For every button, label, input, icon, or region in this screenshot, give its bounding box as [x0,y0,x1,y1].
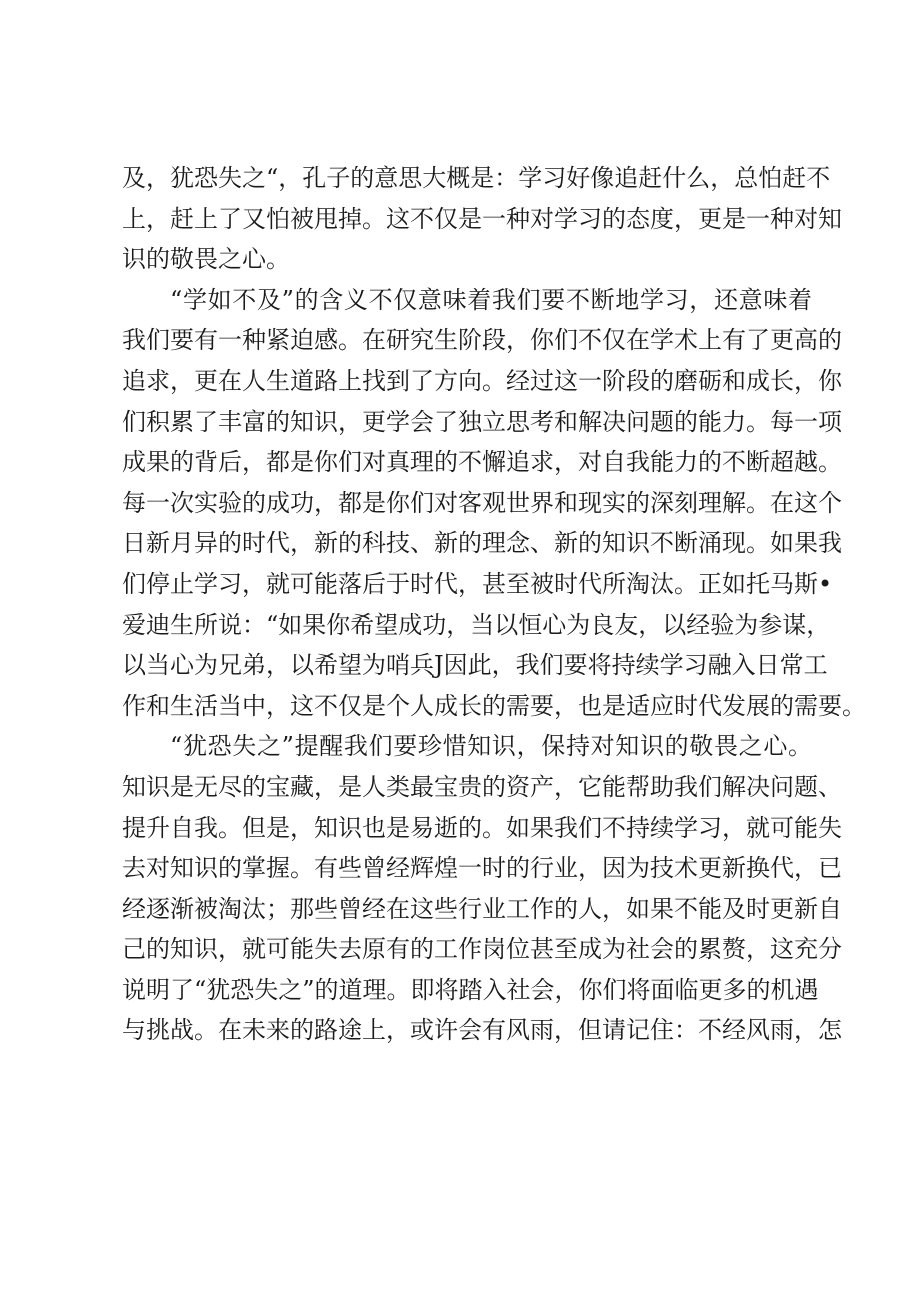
text-line: 识的敬畏之心。 [122,245,290,274]
text-line: 追求，更在人生道路上找到了方向。经过这一阶段的磨砺和成长，你 [122,366,842,395]
text-line: 去对知识的掌握。有些曾经辉煌一时的行业，因为技术更新换代，已 [122,854,842,883]
text-line: 每一次实验的成功，都是你们对客观世界和现实的深刻理解。在这个 [122,488,842,517]
paragraph-start-line: “犹恐失之”提醒我们要珍惜知识，保持对知识的敬畏之心。 [170,732,812,761]
text-line: 与挑战。在未来的路途上，或许会有风雨，但请记住：不经风雨，怎 [122,1016,842,1045]
text-line: 我们要有一种紧迫感。在研究生阶段，你们不仅在学术上有了更高的 [122,326,842,355]
text-line: 成果的背后，都是你们对真理的不懈追求，对自我能力的不断超越。 [122,448,842,477]
text-line: 上，赶上了又怕被甩掉。这不仅是一种对学习的态度，更是一种对知 [122,204,842,233]
text-line: 经逐渐被淘汰；那些曾经在这些行业工作的人，如果不能及时更新自 [122,894,842,923]
text-line: 们积累了丰富的知识，更学会了独立思考和解决问题的能力。每一项 [122,407,842,436]
paragraph-start-line: “学如不及”的含义不仅意味着我们要不断地学习，还意味着 [170,285,812,314]
text-line: 爱迪生所说：“如果你希望成功，当以恒心为良友，以经验为参谋， [122,610,831,639]
text-line: 及，犹恐失之“，孔子的意思大概是：学习好像追赶什么，总怕赶不 [122,164,831,192]
text-line: 知识是无尽的宝藏，是人类最宝贵的资产，它能帮助我们解决问题、 [122,772,842,801]
text-line: 以当心为兄弟，以希望为哨兵J因此，我们要将持续学习融入日常工 [122,651,828,680]
text-line: 作和生活当中，这不仅是个人成长的需要，也是适应时代发展的需要。 [122,691,866,720]
text-line: 日新月异的时代，新的科技、新的理念、新的知识不断涌现。如果我 [122,529,842,558]
text-line: 说明了“犹恐失之”的道理。即将踏入社会，你们将面临更多的机遇 [122,975,819,1004]
text-line: 提升自我。但是，知识也是易逝的。如果我们不持续学习，就可能失 [122,813,842,842]
body-text [122,158,866,1051]
text-line: 己的知识，就可能失去原有的工作岗位甚至成为社会的累赘，这充分 [122,935,842,964]
text-line: 们停止学习，就可能落后于时代，甚至被时代所淘汰。正如托马斯• [122,569,833,598]
